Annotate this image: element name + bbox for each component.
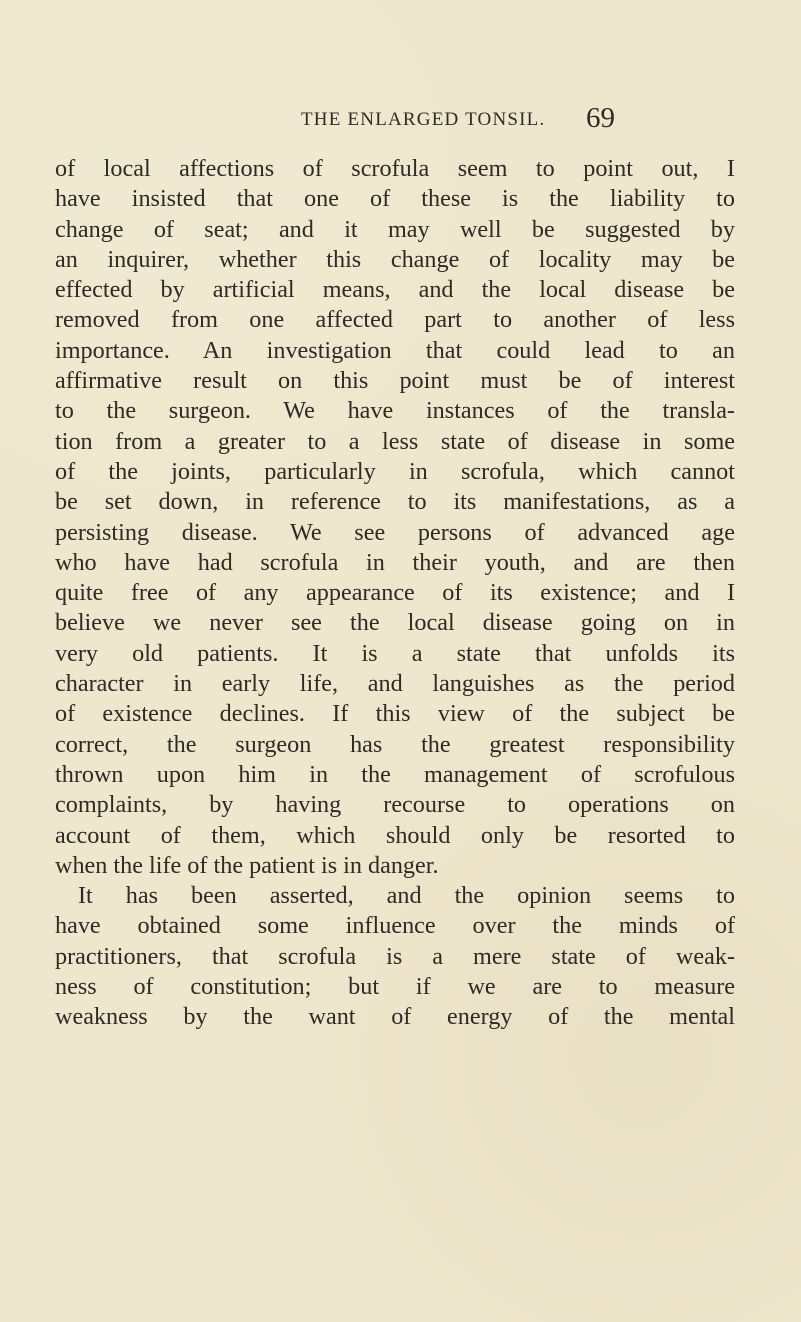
text-line: weakness by the want of energy of the mental xyxy=(55,1003,735,1031)
text-line: an inquirer, whether this change of locality may be xyxy=(55,245,735,273)
text-line: correct, the surgeon has the greatest responsibility xyxy=(55,730,735,758)
text-line: account of them, which should only be resorted to xyxy=(55,821,735,849)
text-line: removed from one affected part to another of less xyxy=(55,306,735,334)
text-line: character in early life, and languishes as the period xyxy=(55,670,735,698)
body-text xyxy=(55,154,735,1033)
text-line: of the joints, particularly in scrofula, which cannot xyxy=(55,457,735,485)
text-line: practitioners, that scrofula is a mere state of weak- xyxy=(55,942,735,970)
running-head: THE ENLARGED TONSIL. xyxy=(301,109,546,130)
text-line: have insisted that one of these is the liability to xyxy=(55,185,735,213)
text-line: of existence declines. If this view of the subject be xyxy=(55,700,735,728)
text-line: persisting disease. We see persons of advanced age xyxy=(55,518,735,546)
page-number: 69 xyxy=(586,102,615,134)
text-line: quite free of any appearance of its existence; and I xyxy=(55,579,735,607)
text-line: of local affections of scrofula seem to point out, I xyxy=(55,155,735,182)
text-line: importance. An investigation that could lead to an xyxy=(55,336,735,364)
text-line: affirmative result on this point must be of interest xyxy=(55,367,735,395)
text-line: It has been asserted, and the opinion seems to xyxy=(78,882,735,910)
text-line: ness of constitution; but if we are to measure xyxy=(55,973,735,1001)
text-line: thrown upon him in the management of scrofulous xyxy=(55,760,735,788)
text-line: believe we never see the local disease going on in xyxy=(55,609,735,637)
text-line: effected by artificial means, and the local disease be xyxy=(55,276,735,304)
text-line: have obtained some influence over the minds of xyxy=(55,912,735,940)
text-line: who have had scrofula in their youth, and are then xyxy=(55,548,735,576)
text-line: very old patients. It is a state that unfolds its xyxy=(55,639,735,667)
text-line: tion from a greater to a less state of disease in some xyxy=(55,427,735,455)
text-line: when the life of the patient is in danger. xyxy=(55,851,439,879)
text-line: change of seat; and it may well be suggested by xyxy=(55,215,735,243)
text-line: complaints, by having recourse to operations on xyxy=(55,791,735,819)
text-line: be set down, in reference to its manifestations, as a xyxy=(55,488,735,516)
text-line: to the surgeon. We have instances of the transla- xyxy=(55,397,735,425)
